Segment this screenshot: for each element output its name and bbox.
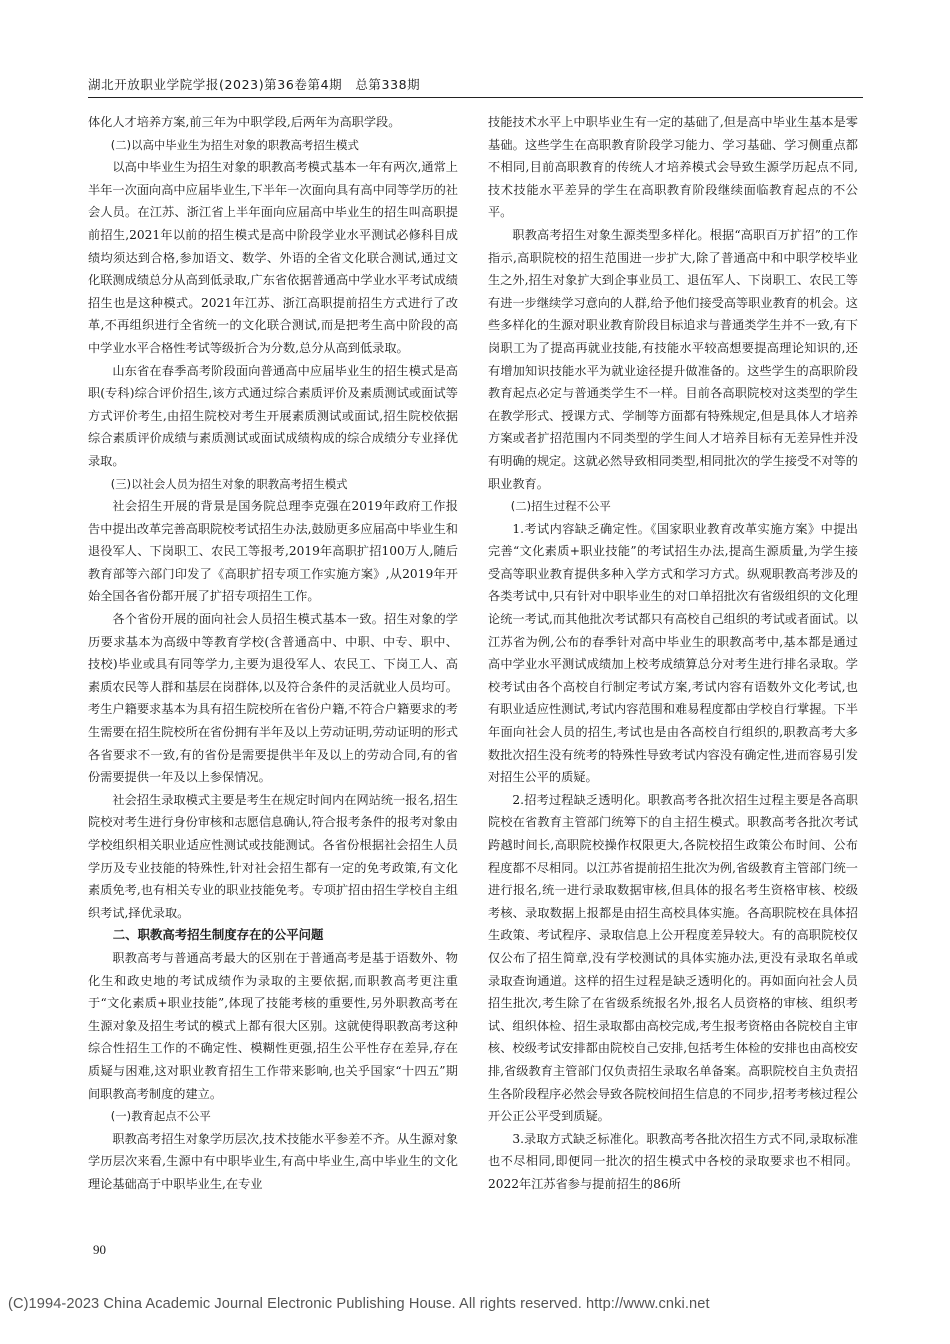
footer-copyright: (C)1994-2023 China Academic Journal Electronic Publishing House. All rights reserved. http://www.cnki.net	[8, 1296, 710, 1312]
body-paragraph: 3.录取方式缺乏标准化。职教高考各批次招生方式不同,录取标准也不尽相同,即便同一批次的招生模式中各校的录取要求也不相同。2022年江苏省参与提前招生的86所	[488, 1131, 858, 1191]
running-head: 湖北开放职业学院学报(2023)第36卷第4期 总第338期	[88, 77, 421, 92]
body-paragraph: 职教高考招生对象生源类型多样化。根据“高职百万扩招”的工作指示,高职院校的招生范围进一步扩大,除了普通高中和中职学校毕业生之外,招生对象扩大到企事业员工、退伍军人、下岗职工、农民工等有进一步继续学习意向的人群,给予他们接受高等职业教育的机会。这些多样化的生源对职业教育阶段目标追求与普通类学生并不一致,有下岗职工为了提高再就业技能,有技能水平较高想要提高理论知识的,还有增加知识技能水平为就业途径提升做准备的。这些学生的高职阶段教育起点必定与普通类学生不一样。目前各高职院校对这类型的学生在教学形式、授课方式、学制等方面都有特殊规定,但是具体人才培养方案或者扩招范围内不同类型的学生间人才培养目标有无差异性并没有明确的规定。这就必然导致相同类型,相同批次的学生接受不对等的职业教育。	[488, 227, 858, 491]
subsection-heading: (三)以社会人员为招生对象的职教高考招生模式	[110, 476, 348, 491]
body-paragraph: 2.招考过程缺乏透明化。职教高考各批次招生过程主要是各高职院校在省教育主管部门统筹下的自主招生模式。职教高考各批次考试跨越时间长,高职院校操作权限更大,各院校招生政策公布时间、公布程度都不尽相同。以江苏省提前招生批次为例,省级教育主管部门统一进行报名,统一进行录取数据审核,但具体的报名考生资格审核、校级考核、录取数据上报都是由招生高校具体实施。各高职院校在具体招生政策、考试程序、录取信息上公开程度差异较大。有的高职院校仅仅公布了招生简章,没有学校测试的具体实施办法,更没有录取名单或录取查询通道。这样的招生过程是缺乏透明化的。再如面向社会人员招生批次,考生除了在省级系统报名外,报名人员资格的审核、组织考试、组织体检、招生录取都由高校完成,考生报考资格由各院校自主审核、校级考试安排都由院校自己安排,包括考生体检的安排也由高校安排,省级教育主管部门仅负责招生录取名单备案。高职院校自主负责招生各阶段程序必然会导致各院校间招生信息的不同步,招考考核过程公开公正公平受到质疑。	[488, 792, 858, 1124]
left-column	[88, 111, 458, 1196]
subsection-heading: (一)教育起点不公平	[110, 1109, 211, 1124]
body-paragraph: 山东省在春季高考阶段面向普通高中应届毕业生的招生模式是高职(专科)综合评价招生,该方式通过综合素质评价及素质测试或面试等方式评价考生,由招生院校对考生开展素质测试或面试,招生院校依据综合素质评价成绩与素质测试或面试成绩构成的综合成绩分专业择优录取。	[88, 363, 458, 468]
body-paragraph: 各个省份开展的面向社会人员招生模式基本一致。招生对象的学历要求基本为高级中等教育学校(含普通高中、中职、中专、职中、技校)毕业或具有同等学力,主要为退役军人、农民工、下岗工人、高素质农民等人群和基层在岗群体,以及符合条件的灵活就业人员均可。考生户籍要求基本为具有招生院校所在省份户籍,不符合户籍要求的考生需要在招生院校所在省份拥有半年及以上劳动证明,劳动证明的形式各省要求不一致,有的省份是需要提供半年及以上的劳动合同,有的省份需要提供一年及以上参保情况。	[88, 612, 458, 785]
subsection-heading: (二)以高中毕业生为招生对象的职教高考招生模式	[110, 137, 359, 152]
continued-paragraph: 体化人才培养方案,前三年为中职学段,后两年为高职学段。	[88, 115, 401, 129]
subsection-heading: (二)招生过程不公平	[510, 499, 611, 514]
header-rule	[88, 97, 863, 98]
body-paragraph: 社会招生录取模式主要是考生在规定时间内在网站统一报名,招生院校对考生进行身份审核和志愿信息确认,符合报考条件的报考对象由学校组织相关职业适应性测试或技能测试。各省份根据社会招生人员学历及专业技能的特殊性,针对社会招生都有一定的免考政策,有文化素质免考,也有相关专业的职业技能免考。专项扩招由招生学校自主组织考试,择优录取。	[88, 792, 458, 920]
section-heading: 二、职教高考招生制度存在的公平问题	[112, 927, 324, 943]
continued-paragraph: 技能技术水平上中职毕业生有一定的基础了,但是高中毕业生基本是零基础。这些学生在高职教育阶段学习能力、学习基础、学习侧重点都不相同,目前高职教育的传统人才培养模式会导致生源学历起点不同,技术技能水平差异的学生在高职教育阶段继续面临教育起点的不公平。	[488, 115, 858, 220]
body-paragraph: 职教高考与普通高考最大的区别在于普通高考是基于语数外、物化生和政史地的考试成绩作为录取的主要依据,而职教高考更注重于“文化素质+职业技能”,体现了技能考核的重要性,另外职教高考在生源对象及招生考试的模式上都有很大区别。这就使得职教高考这种综合性招生工作的不确定性、模糊性更强,招生公平性存在差异,存在质疑与困难,这对职业教育招生工作带来影响,也关乎国家“十四五”期间职教高考制度的建立。	[88, 950, 458, 1101]
body-paragraph: 职教高考招生对象学历层次,技术技能水平参差不齐。从生源对象学历层次来看,生源中有中职毕业生,有高中毕业生,高中毕业生的文化理论基础高于中职毕业生,在专业	[88, 1131, 458, 1191]
page-number: 90	[93, 1242, 106, 1257]
right-column	[488, 111, 858, 1196]
body-paragraph: 社会招生开展的背景是国务院总理李克强在2019年政府工作报告中提出改革完善高职院校考试招生办法,鼓励更多应届高中毕业生和退役军人、下岗职工、农民工等报考,2019年高职扩招100万人,随后教育部等六部门印发了《高职扩招专项工作实施方案》,从2019年开始全国各省份都开展了扩招专项招生工作。	[88, 499, 458, 604]
body-paragraph: 以高中毕业生为招生对象的职教高考模式基本一年有两次,通常上半年一次面向高中应届毕业生,下半年一次面向具有高中同等学历的社会人员。在江苏、浙江省上半年面向应届高中毕业生的招生叫高职提前招生,2021年以前的招生模式是高中阶段学业水平测试必修科目成绩均须达到合格,参加语文、数学、外语的全省文化联合测试,通过文化联测成绩总分从高到低录取,广东省依据普通高中学业水平考试成绩招生也是这种模式。2021年江苏、浙江高职提前招生方式进行了改革,不再组织进行全省统一的文化联合测试,而是把考生高中阶段的高中学业水平合格性考试等级折合为分数,总分从高到低录取。	[88, 160, 458, 355]
body-paragraph: 1.考试内容缺乏确定性。《国家职业教育改革实施方案》中提出完善“文化素质+职业技能”的考试招生办法,提高生源质量,为学生接受高等职业教育提供多种入学方式和学习方式。纵观职教高考涉及的各类考试中,只有针对中职毕业生的对口单招批次有省级组织的文化理论统一考试,而其他批次考试都只有高校自己组织的考试或者面试。以江苏省为例,公布的春季针对高中毕业生的职教高考中,基本都是通过高中学业水平测试成绩加上校考成绩算总分对考生进行排名录取。学校考试由各个高校自行制定考试方案,考试内容有语数外文化考试,也有职业适应性测试,考试内容范围和难易程度都由学校自行掌握。下半年面向社会人员的招生,考试也是由各高校自行组织的,职教高考大多数批次招生没有统考的特殊性导致考试内容没有确定性,进而容易引发对招生公平的质疑。	[488, 521, 858, 785]
